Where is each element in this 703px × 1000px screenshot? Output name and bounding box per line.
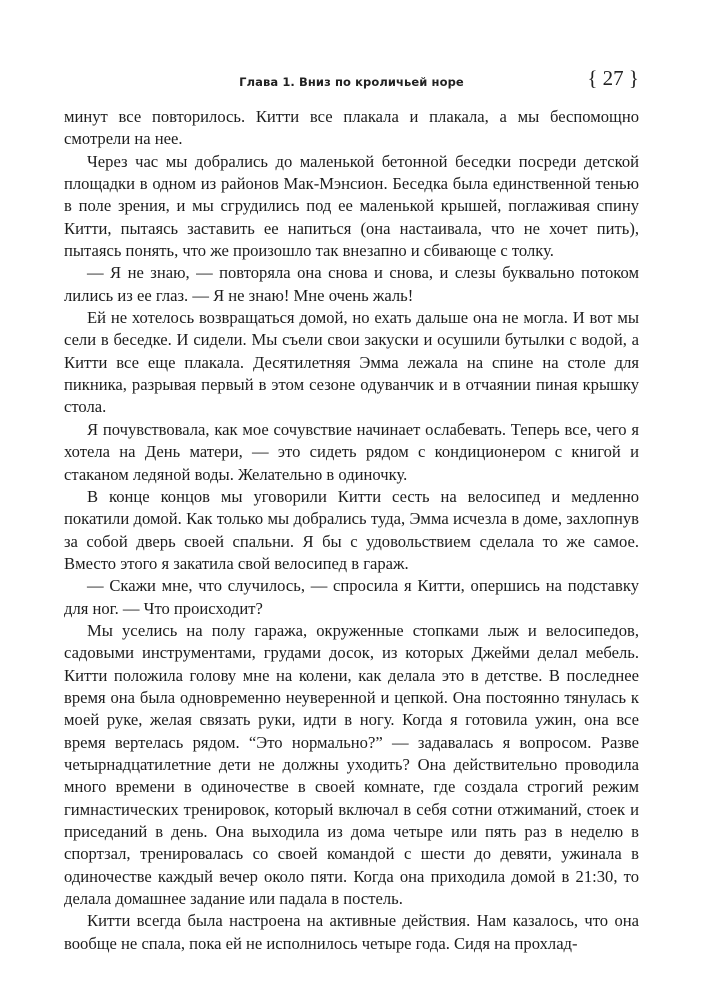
paragraph: — Скажи мне, что случилось, — спросила я Китти, опершись на подставку для ног. — Что происходит? xyxy=(64,576,639,618)
paragraph: — Я не знаю, — повторяла она снова и снова, и слезы буквально потоком лились из ее глаз. — Я не знаю! Мне очень жаль! xyxy=(64,263,639,305)
paragraph: Мы уселись на полу гаража, окруженные стопками лыж и велосипедов, садовыми инструментами, грудами досок, из которых Джейми делал мебель. Китти положила голову мне на колени, как делала это в детстве. В последнее время она была одновременно неуверенной и цепкой. Она постоянно тянулась к моей руке, желая связать руки, идти в ногу. Когда я готовила ужин, она все время вертелась рядом. “Это нормально?” — задавалась я вопросом. Разве четырнадцатилетние дети не должны уходить? Она действительно проводила много времени в одиночестве в своей комнате, где создала строгий режим гимнастических тренировок, который включал в себя сотни отжиманий, стоек и приседаний в день. Она выходила из дома четыре или пять раз в неделю в спортзал, тренировалась со своей командой с шести до девяти, ужинала в одиночестве каждый вечер около пяти. Когда она приходила домой в 21:30, то делала домашнее задание или падала в постель. xyxy=(64,620,639,909)
paragraph: Ей не хотелось возвращаться домой, но ехать дальше она не могла. И вот мы сели в беседке. И сидели. Мы съели свои закуски и осушили бутылки с водой, а Китти все еще плакала. Десятилетняя Эмма лежала на спине на столе для пикника, разрывая первый в этом сезоне одуванчик и в отчаянии пиная крышку стола. xyxy=(64,308,639,417)
paragraph: минут все повторилось. Китти все плакала и плакала, а мы беспомощно смотрели на нее. xyxy=(64,107,639,149)
chapter-title: Глава 1. Вниз по кроличьей норе xyxy=(239,75,464,89)
paragraph: Китти всегда была настроена на активные действия. Нам казалось, что она вообще не спала, пока ей не исполнилось четыре года. Сидя на прохлад- xyxy=(64,911,639,953)
paragraph: Через час мы добрались до маленькой бетонной беседки посреди детской площадки в одном из районов Мак-Мэнсион. Беседка была единственной тенью в поле зрения, и мы сгрудились под ее маленькой крышей, поглаживая спину Китти, пытаясь заставить ее напиться (она настаивала, что не хочет пить), пытаясь понять, что же произошло так внезапно и сбивающе с толку. xyxy=(64,151,639,261)
paragraph: В конце концов мы уговорили Китти сесть на велосипед и медленно покатили домой. Как только мы добрались туда, Эмма исчезла в доме, захлопнув за собой дверь своей спальни. Я бы с удовольствием сделала то же самое. Вместо этого я закатила свой велосипед в гараж. xyxy=(64,486,639,573)
body-text xyxy=(64,106,639,955)
paragraph: Я почувствовала, как мое сочувствие начинает ослабевать. Теперь все, чего я хотела на День матери, — это сидеть рядом с кондиционером с книгой и стаканом ледяной воды. Желательно в одиночку. xyxy=(64,419,639,484)
running-head xyxy=(64,66,639,96)
page-number: { 27 } xyxy=(587,66,639,90)
